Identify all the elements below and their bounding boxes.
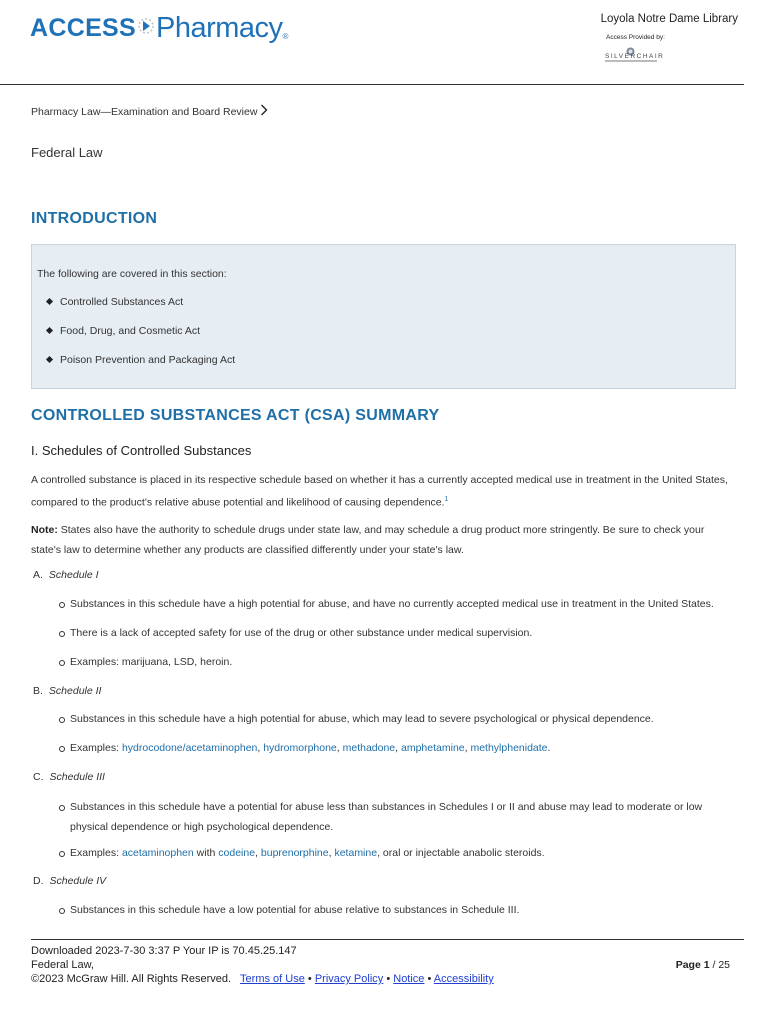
silverchair-tagline-bar	[605, 60, 657, 62]
list-item	[47, 354, 235, 366]
list-item	[59, 709, 729, 729]
drug-link-methadone[interactable]: methadone	[342, 742, 396, 754]
list-item	[59, 623, 729, 643]
schedule-name: Schedule IV	[49, 875, 107, 887]
bullet-diamond-icon	[46, 298, 53, 305]
list-item-text	[70, 797, 729, 837]
schedule-iv-label	[33, 875, 106, 887]
footnote-reference-link[interactable]: 1	[444, 496, 449, 503]
bullet-circle-icon	[59, 660, 65, 666]
schedule-ii-label	[33, 685, 101, 697]
page-current: Page 1	[675, 959, 710, 971]
page-indicator	[676, 959, 730, 971]
bullet-circle-icon	[59, 805, 65, 811]
intro-summary-box	[31, 244, 736, 389]
list-item-line: Substances in this schedule have a potential for abuse less than substances in Schedules I or II and abuse may lead to moderate or low	[70, 801, 703, 813]
schedule-letter: B.	[33, 685, 43, 697]
access-provided-label: Access Provided by:	[606, 34, 665, 41]
accessibility-link[interactable]: Accessibility	[433, 973, 494, 985]
bullet-circle-icon	[59, 717, 65, 723]
list-item-text: Examples: hydrocodone/acetaminophen, hydromorphone, methadone, amphetamine, methylphenidate.	[70, 742, 551, 754]
list-item	[59, 738, 729, 758]
bullet-circle-icon	[59, 851, 65, 857]
list-item-text: Poison Prevention and Packaging Act	[60, 354, 236, 366]
accesspharmacy-logo[interactable]	[30, 12, 288, 45]
drug-link-hydromorphone[interactable]: hydromorphone	[263, 742, 337, 754]
footer-divider	[31, 939, 744, 940]
schedule-iii-label	[33, 771, 105, 783]
paragraph-line: A controlled substance is placed in its respective schedule based on whether it has a currently accepted medical use in treatment in the United States,	[31, 474, 728, 486]
footer-chapter: Federal Law,	[31, 959, 94, 971]
drug-link-ketamine[interactable]: ketamine	[334, 847, 378, 859]
bullet-circle-icon	[59, 602, 65, 608]
schedule-letter: D.	[33, 875, 44, 887]
logo-registered-mark: ®	[282, 32, 289, 41]
schedule-name: Schedule I	[48, 569, 99, 581]
schedule-letter: A.	[33, 569, 43, 581]
list-item	[59, 652, 729, 672]
list-item	[59, 797, 729, 837]
list-item	[59, 594, 729, 614]
drug-link-hydrocodone-acetaminophen[interactable]: hydrocodone/acetaminophen	[121, 742, 258, 754]
list-item-line: physical dependence or high psychological dependence.	[70, 821, 334, 833]
paragraph-line	[31, 520, 736, 540]
list-item	[47, 296, 183, 308]
intro-lead-text: The following are covered in this section:	[37, 268, 227, 280]
list-item-text: Examples: acetaminophen with codeine, buprenorphine, ketamine, oral or injectable anabolic steroids.	[70, 847, 545, 859]
paragraph-line: state's law to determine whether any products are classified differently under your state's law.	[31, 544, 464, 556]
list-item-text: Controlled Substances Act	[60, 296, 184, 308]
bullet-circle-icon	[59, 631, 65, 637]
examples-prefix: Examples:	[70, 742, 122, 754]
list-item-text: Substances in this schedule have a low potential for abuse relative to substances in Schedule III.	[70, 904, 520, 916]
breadcrumb-book-link[interactable]: Pharmacy Law—Examination and Board Review	[31, 105, 258, 118]
bullet-diamond-icon	[46, 327, 53, 334]
drug-link-acetaminophen[interactable]: acetaminophen	[121, 847, 194, 859]
silverchair-logo: SILVERCHAIR	[605, 53, 665, 60]
schedule-name: Schedule III	[49, 771, 105, 783]
list-item	[59, 843, 729, 863]
page-total: / 25	[712, 959, 730, 971]
paragraph-text: compared to the product's relative abuse potential and likelihood of causing dependence.	[31, 496, 445, 509]
list-item-text: Substances in this schedule have a high potential for abuse, and have no currently accepted medical use in treatment in the United States.	[70, 598, 714, 610]
section-heading-introduction: INTRODUCTION	[31, 210, 158, 227]
logo-arrow-icon	[138, 14, 154, 43]
footer-legal: ©2023 McGraw Hill. All Rights Reserved. Terms of Use • Privacy Policy • Notice • Accessibility	[31, 973, 494, 985]
subheading-schedules: I. Schedules of Controlled Substances	[31, 443, 252, 458]
drug-link-buprenorphine[interactable]: buprenorphine	[260, 847, 329, 859]
connector-text: with	[193, 847, 219, 859]
examples-suffix: , oral or injectable anabolic steroids.	[377, 847, 545, 859]
breadcrumb[interactable]	[31, 104, 268, 119]
logo-pharmacy-text: Pharmacy	[156, 12, 283, 44]
logo-access-text: ACCESS	[30, 14, 136, 42]
schedule-letter: C.	[33, 771, 44, 783]
note-text: States also have the authority to schedule drugs under state law, and may schedule a drug product more stringently. Be sure to check your	[60, 524, 705, 536]
chapter-title: Federal Law	[31, 145, 103, 160]
note-paragraph	[31, 520, 736, 560]
terms-of-use-link[interactable]: Terms of Use	[240, 973, 305, 985]
list-item-text: Substances in this schedule have a high potential for abuse, which may lead to severe psychological or physical dependence.	[70, 713, 654, 725]
chevron-right-icon	[260, 104, 268, 119]
drug-link-amphetamine[interactable]: amphetamine	[401, 742, 465, 754]
list-item	[59, 900, 729, 920]
list-item-text: Examples: marijuana, LSD, heroin.	[70, 656, 233, 668]
section-heading-csa: CONTROLLED SUBSTANCES ACT (CSA) SUMMARY	[31, 407, 440, 424]
schedule-i-label	[33, 569, 99, 581]
bullet-circle-icon	[59, 746, 65, 752]
copyright-text: ©2023 McGraw Hill. All Rights Reserved.	[31, 973, 232, 985]
list-item-text: There is a lack of accepted safety for use of the drug or other substance under medical supervision.	[70, 627, 533, 639]
download-info: Downloaded 2023-7-30 3:37 P Your IP is 70.45.25.147	[31, 945, 297, 957]
csa-intro-paragraph	[31, 470, 736, 513]
library-name: Loyola Notre Dame Library	[600, 13, 738, 25]
drug-link-codeine[interactable]: codeine	[218, 847, 256, 859]
drug-link-methylphenidate[interactable]: methylphenidate	[470, 742, 548, 754]
privacy-policy-link[interactable]: Privacy Policy	[314, 973, 384, 985]
bullet-diamond-icon	[46, 356, 53, 363]
header-divider	[0, 84, 744, 85]
notice-link[interactable]: Notice	[393, 973, 425, 985]
note-label: Note:	[31, 524, 58, 536]
list-item	[47, 325, 200, 337]
schedule-name: Schedule II	[48, 685, 102, 697]
examples-prefix: Examples:	[70, 847, 122, 859]
paragraph-line	[31, 490, 736, 513]
list-item-text: Food, Drug, and Cosmetic Act	[60, 325, 201, 337]
bullet-circle-icon	[59, 908, 65, 914]
